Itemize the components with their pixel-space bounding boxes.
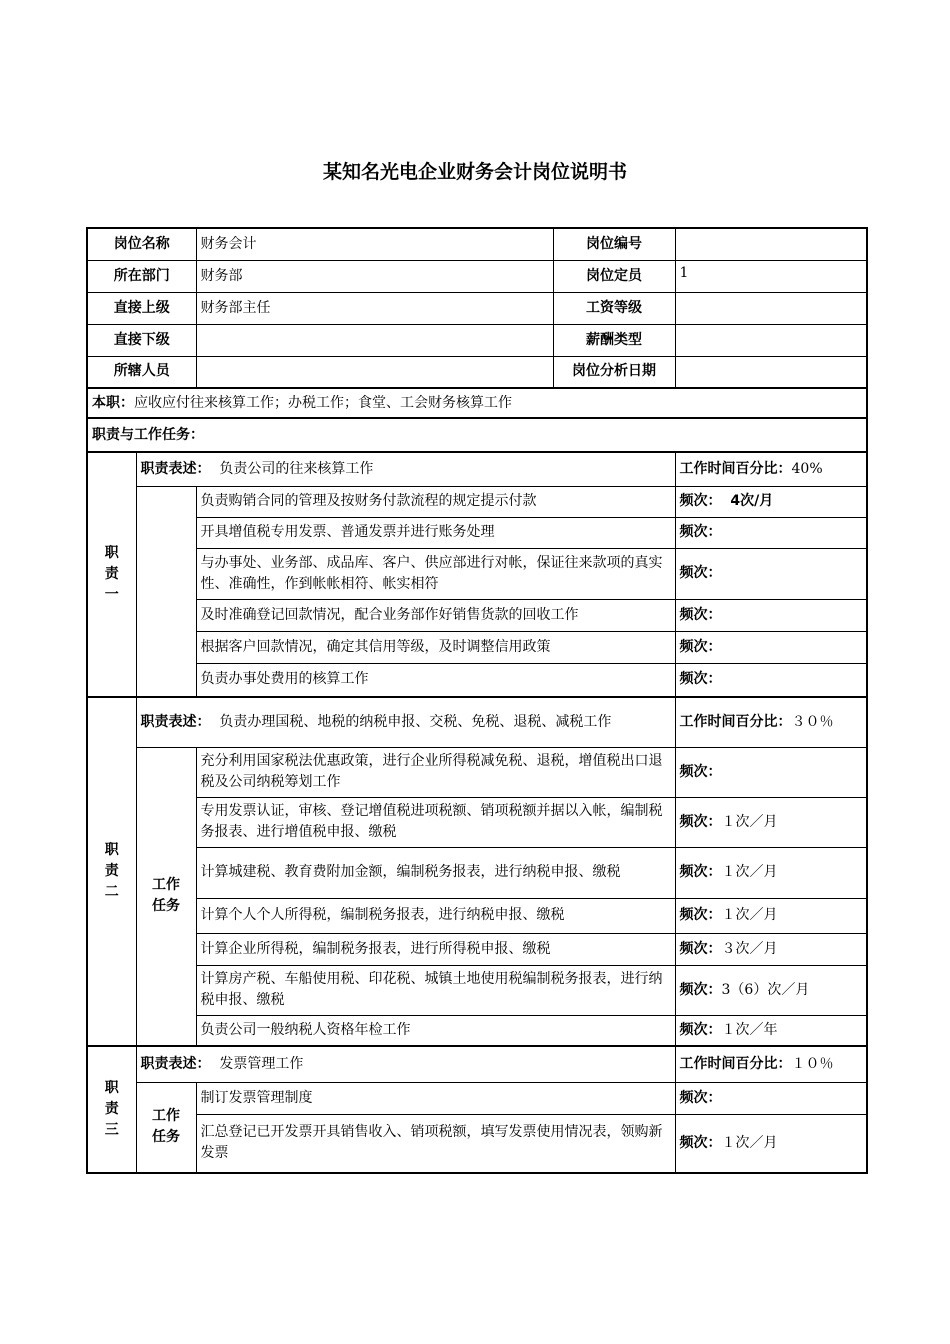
subordinate-value (196, 324, 553, 356)
duty1-task-6: 负责办事处费用的核算工作 (196, 663, 675, 697)
duty1-task-3: 与办事处、业务部、成品库、客户、供应部进行对帐，保证往来款项的真实性、准确性，作到帐帐相符、帐实相符 (196, 548, 675, 599)
duty-summary (87, 388, 867, 418)
duty1-task-1: 负责购销合同的管理及按财务付款流程的规定提示付款 (196, 486, 675, 517)
header-row-1 (87, 228, 867, 260)
duty1-task-row (87, 663, 867, 697)
superior-label: 直接上级 (87, 292, 196, 324)
duty2-task-row (87, 797, 867, 847)
duty2-task-3: 计算城建税、教育费附加金额，编制税务报表，进行纳税申报、缴税 (196, 847, 675, 898)
duty3-freq-1: 频次： (675, 1082, 867, 1114)
header-row-3 (87, 292, 867, 324)
duty-summary-text: 应收应付往来核算工作；办税工作；食堂、工会财务核算工作 (134, 394, 512, 411)
dept-label: 所在部门 (87, 260, 196, 292)
analysis-date-value (675, 356, 867, 388)
duty1-freq-1: 频次： 4次/月 (675, 486, 867, 517)
analysis-date-label: 岗位分析日期 (553, 356, 675, 388)
duty1-task-label (136, 486, 196, 697)
duty2-task-row (87, 747, 867, 797)
duty2-desc: 职责表述： 负责办理国税、地税的纳税申报、交税、免税、退税、减税工作 (136, 697, 675, 747)
duty2-desc-row (87, 697, 867, 747)
duty2-task-row (87, 933, 867, 965)
headcount-value: 1 (675, 260, 867, 292)
subordinate-label: 直接下级 (87, 324, 196, 356)
duty2-freq-1: 频次： (675, 747, 867, 797)
duty1-task-4: 及时准确登记回款情况，配合业务部作好销售货款的回收工作 (196, 599, 675, 631)
wage-label: 工资等级 (553, 292, 675, 324)
duty3-name: 职 责 三 (87, 1046, 136, 1173)
duty2-task-4: 计算个人个人所得税，编制税务报表，进行纳税申报、缴税 (196, 898, 675, 933)
post-code-label: 岗位编号 (553, 228, 675, 260)
duty2-task-label: 工作 任务 (136, 747, 196, 1046)
duty2-task-2: 专用发票认证，审核、登记增值税进项税额、销项税额并据以入帐，编制税务报表、进行增值税申报、缴税 (196, 797, 675, 847)
duty1-task-row (87, 631, 867, 663)
duty1-task-5: 根据客户回款情况，确定其信用等级，及时调整信用政策 (196, 631, 675, 663)
duty1-time: 工作时间百分比：40% (675, 452, 867, 486)
duty3-task-row (87, 1082, 867, 1114)
superior-value: 财务部主任 (196, 292, 553, 324)
duty2-task-row (87, 1015, 867, 1046)
duty1-freq-5: 频次： (675, 631, 867, 663)
duty1-task-row (87, 486, 867, 517)
duty1-freq-2: 频次： (675, 517, 867, 548)
duty2-freq-2: 频次：１次／月 (675, 797, 867, 847)
duty1-task-2: 开具增值税专用发票、普通发票并进行账务处理 (196, 517, 675, 548)
duty1-freq-6: 频次： (675, 663, 867, 697)
duty2-freq-7: 频次：１次／年 (675, 1015, 867, 1046)
duty2-task-5: 计算企业所得税，编制税务报表，进行所得税申报、缴税 (196, 933, 675, 965)
header-row-4 (87, 324, 867, 356)
duties-heading: 职责与工作任务： (87, 418, 867, 452)
duty2-freq-6: 频次：3（6）次／月 (675, 965, 867, 1015)
duties-heading-row (87, 418, 867, 452)
duty1-task-row (87, 517, 867, 548)
duty2-task-row (87, 898, 867, 933)
duty2-task-1: 充分利用国家税法优惠政策，进行企业所得税减免税、退税，增值税出口退税及公司纳税筹划工作 (196, 747, 675, 797)
duty1-name: 职 责 一 (87, 452, 136, 697)
dept-value: 财务部 (196, 260, 553, 292)
duty2-name: 职 责 二 (87, 697, 136, 1046)
page-title: 某知名光电企业财务会计岗位说明书 (322, 161, 627, 183)
post-name-value: 财务会计 (196, 228, 553, 260)
duty3-time: 工作时间百分比：１０％ (675, 1046, 867, 1082)
duty1-freq-4: 频次： (675, 599, 867, 631)
duty2-task-row (87, 847, 867, 898)
duty3-task-1: 制订发票管理制度 (196, 1082, 675, 1114)
duty-summary-row (87, 388, 867, 418)
headcount-label: 岗位定员 (553, 260, 675, 292)
duty2-freq-4: 频次：１次／月 (675, 898, 867, 933)
duty3-desc: 职责表述： 发票管理工作 (136, 1046, 675, 1082)
pay-type-value (675, 324, 867, 356)
duty3-freq-2: 频次：１次／月 (675, 1114, 867, 1173)
duty2-task-7: 负责公司一般纳税人资格年检工作 (196, 1015, 675, 1046)
pay-type-label: 薪酬类型 (553, 324, 675, 356)
duty3-desc-row (87, 1046, 867, 1082)
duty-summary-label: 本职： (92, 394, 134, 411)
post-code-value (675, 228, 867, 260)
header-row-5 (87, 356, 867, 388)
duty1-task-row (87, 548, 867, 599)
duty3-task-label: 工作 任务 (136, 1082, 196, 1173)
duty1-desc: 职责表述： 负责公司的往来核算工作 (136, 452, 675, 486)
wage-value (675, 292, 867, 324)
duty1-freq-3: 频次： (675, 548, 867, 599)
duty2-task-6: 计算房产税、车船使用税、印花税、城镇土地使用税编制税务报表，进行纳税申报、缴税 (196, 965, 675, 1015)
duty3-task-2: 汇总登记已开发票开具销售收入、销项税额，填写发票使用情况表，领购新发票 (196, 1114, 675, 1173)
header-row-2 (87, 260, 867, 292)
duty3-task-row (87, 1114, 867, 1173)
duty1-desc-row (87, 452, 867, 486)
job-description-table (86, 227, 868, 1174)
post-name-label: 岗位名称 (87, 228, 196, 260)
duty2-freq-5: 频次：３次／月 (675, 933, 867, 965)
duty2-task-row (87, 965, 867, 1015)
managed-label: 所辖人员 (87, 356, 196, 388)
duty1-task-row (87, 599, 867, 631)
duty2-freq-3: 频次：１次／月 (675, 847, 867, 898)
duty2-time: 工作时间百分比：３０％ (675, 697, 867, 747)
managed-value (196, 356, 553, 388)
